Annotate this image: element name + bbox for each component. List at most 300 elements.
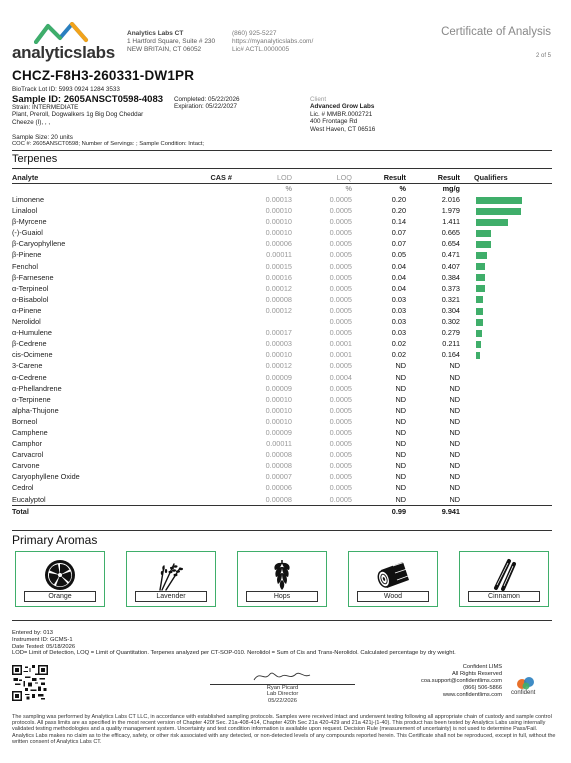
- cas-number: [172, 383, 232, 394]
- aromas-title: Primary Aromas: [12, 533, 98, 547]
- analyte-name: Eucalyptol: [12, 494, 46, 504]
- lod-value: 0.00009: [265, 372, 292, 382]
- page-number: 2 of 5: [535, 53, 551, 59]
- result-mg: ND: [449, 394, 460, 404]
- loq-value: 0.0005: [329, 195, 352, 204]
- cas-number: [172, 272, 232, 283]
- divider: [12, 620, 552, 621]
- hops-icon: [265, 558, 299, 592]
- loq-value: 0.0005: [329, 394, 352, 404]
- result-pct: 0.03: [391, 328, 406, 338]
- table-row: [12, 272, 552, 283]
- biotrack-lot-id: BioTrack Lot ID: 5993 0924 1284 3533: [12, 86, 120, 93]
- cas-number: [172, 249, 232, 260]
- result-pct: 0.02: [391, 339, 406, 349]
- unit-result-mg: mg/g: [442, 184, 460, 193]
- aroma-label: Hops: [246, 591, 318, 602]
- lod-value: 0.00009: [265, 427, 292, 437]
- client-license: Lic. # MMBR.0002721: [310, 110, 373, 118]
- analyte-name: 3-Carene: [12, 361, 43, 371]
- result-pct: 0.14: [391, 217, 406, 227]
- unit-result-pct: %: [399, 184, 406, 193]
- divider: [12, 150, 552, 151]
- analyte-name: cis-Ocimene: [12, 350, 53, 360]
- completed-date: Completed: 05/22/2026: [174, 96, 240, 103]
- table-row: [12, 427, 552, 438]
- col-result-pct: Result: [352, 173, 406, 184]
- table-row: [12, 394, 552, 405]
- result-mg: 0.304: [441, 305, 460, 315]
- divider: [12, 530, 552, 531]
- result-pct: ND: [395, 450, 406, 460]
- result-pct: 0.04: [391, 272, 406, 282]
- analyte-name: (-)-Guaiol: [12, 228, 43, 238]
- result-pct: 0.20: [391, 206, 406, 216]
- analyte-name: Carvacrol: [12, 450, 44, 460]
- result-pct: ND: [395, 427, 406, 437]
- qualifier-cell: [460, 194, 552, 205]
- cas-number: [172, 494, 232, 506]
- aroma-wood: [348, 551, 438, 607]
- table-header-row: [12, 173, 552, 184]
- result-mg: ND: [449, 450, 460, 460]
- loq-value: 0.0005: [329, 272, 352, 282]
- confident-website[interactable]: www.confidentlims.com: [442, 692, 502, 698]
- analyte-name: α-Pinene: [12, 305, 42, 315]
- client-address-1: 400 Frontage Rd: [310, 118, 358, 126]
- signature-image: [252, 668, 312, 684]
- result-mg: ND: [449, 416, 460, 426]
- col-cas: CAS #: [172, 173, 232, 184]
- table-row: [12, 460, 552, 471]
- lod-value: [232, 316, 292, 327]
- lod-value: 0.00010: [265, 416, 292, 426]
- sample-size: Sample Size: 20 units: [12, 134, 73, 141]
- qualifier-cell: [460, 471, 552, 482]
- signed-date: 05/22/2026: [267, 697, 297, 704]
- result-pct: ND: [395, 472, 406, 482]
- lod-value: 0.00010: [265, 217, 292, 227]
- qualifier-cell: [460, 416, 552, 427]
- result-pct: ND: [395, 494, 406, 504]
- col-result-mg: Result: [406, 173, 460, 184]
- footer-disclaimer: The sampling was performed by Analytics Labs CT LLC, in accordance with established sampling protocols. Samples were received intact and underwent testing following all appropriate chain of custody and sample control protocols. All pass limits are as specified in the most recent version of Chapter 420f Sec. 21a-408-414, Chapter 420h Sec 21a 420-429 and 21a 421j-(1-40). This product has been tested by Analytics Labs using internally validated testing methodologies and a quality management system. Uncertainty and test condition information is available upon request. Decision Rule (measurement of uncertainty) is not used to determine Pass/Fail. Analytics Labs makes no claim as to the efficacy, safety, or other risk associated with any detected, or non-detected levels of any compounds reported herein. This Certificate shall not be reproduced, except in full, without the written consent of Analytics Labs CT.: [12, 714, 556, 745]
- table-row: [12, 494, 552, 506]
- unit-loq: %: [345, 184, 352, 193]
- cas-number: [172, 261, 232, 272]
- cas-number: [172, 360, 232, 371]
- analyte-name: α-Terpineol: [12, 283, 49, 293]
- lod-value: 0.00010: [265, 350, 292, 360]
- loq-value: 0.0001: [329, 350, 352, 360]
- cas-number: [172, 227, 232, 238]
- confident-logo-icon: [516, 676, 536, 690]
- loq-value: 0.0005: [329, 317, 352, 327]
- qualifier-cell: [460, 238, 552, 249]
- lod-value: 0.00012: [265, 283, 292, 293]
- cinnamon-stick-icon: [487, 558, 521, 592]
- client-address-2: West Haven, CT 06516: [310, 125, 376, 133]
- loq-value: 0.0005: [329, 239, 352, 249]
- table-row: [12, 338, 552, 349]
- cas-number: [172, 460, 232, 471]
- result-pct: 0.05: [391, 250, 406, 260]
- table-row: [12, 249, 552, 260]
- terpenes-title: Terpenes: [12, 153, 58, 165]
- loq-value: 0.0005: [329, 305, 352, 315]
- table-row: [12, 261, 552, 272]
- qualifier-cell: [460, 294, 552, 305]
- total-label: Total: [12, 505, 172, 517]
- lod-value: 0.00006: [265, 483, 292, 493]
- result-bar: [476, 352, 480, 359]
- client-label: Client: [310, 96, 327, 103]
- loq-value: 0.0005: [329, 427, 352, 437]
- analyte-name: Carvone: [12, 461, 40, 471]
- qualifier-cell: [460, 338, 552, 349]
- orange-slice-icon: [43, 558, 77, 592]
- result-bar: [476, 263, 485, 270]
- result-mg: ND: [449, 405, 460, 415]
- analyte-name: α-Terpinene: [12, 394, 51, 404]
- result-mg: 0.665: [441, 228, 460, 238]
- qualifier-cell: [460, 327, 552, 338]
- result-mg: ND: [449, 361, 460, 371]
- loq-value: 0.0005: [329, 494, 352, 504]
- qualifier-cell: [460, 438, 552, 449]
- sample-code: CHCZ-F8H3-260331-DW1PR: [12, 68, 195, 83]
- client-name: Advanced Grow Labs: [310, 103, 375, 111]
- loq-value: 0.0005: [329, 361, 352, 371]
- table-row: [12, 360, 552, 371]
- loq-value: 0.0004: [329, 372, 352, 382]
- client-info: [310, 96, 375, 133]
- date-tested: Date Tested: 05/18/2026: [12, 643, 76, 650]
- cas-number: [172, 405, 232, 416]
- test-notes: [12, 630, 456, 657]
- lab-phone: (860) 925-5227: [232, 30, 277, 37]
- loq-value: 0.0005: [329, 472, 352, 482]
- strain: Strain: INTERMEDIATE: [12, 104, 79, 111]
- table-row: [12, 471, 552, 482]
- cas-number: [172, 205, 232, 216]
- table-row: [12, 327, 552, 338]
- qualifier-cell: [460, 349, 552, 360]
- cas-number: [172, 294, 232, 305]
- cas-number: [172, 338, 232, 349]
- cas-number: [172, 216, 232, 227]
- cas-number: [172, 394, 232, 405]
- lod-value: 0.00010: [265, 394, 292, 404]
- loq-value: 0.0005: [329, 328, 352, 338]
- result-bar: [476, 285, 485, 292]
- table-row: [12, 194, 552, 205]
- table-row: [12, 305, 552, 316]
- result-mg: ND: [449, 372, 460, 382]
- result-pct: 0.07: [391, 228, 406, 238]
- coc-info: COC #: 2605ANSCT0598; Number of Servings: ; Sample Condition: Intact;: [12, 141, 205, 147]
- logo-mark-icon: [34, 22, 94, 44]
- lab-website[interactable]: https://myanalyticslabs.com/: [232, 38, 314, 46]
- result-pct: 0.03: [391, 294, 406, 304]
- expiration-date: Expiration: 05/22/2027: [174, 103, 238, 111]
- result-pct: 0.07: [391, 239, 406, 249]
- lavender-icon: [154, 558, 188, 592]
- result-mg: ND: [449, 472, 460, 482]
- cas-number: [172, 416, 232, 427]
- qualifier-cell: [460, 372, 552, 383]
- signer-title: Lab Director: [266, 691, 299, 698]
- result-bar: [476, 219, 508, 226]
- signature-block: [210, 685, 355, 704]
- confident-line-2: All Rights Reserved: [452, 671, 502, 677]
- result-bar: [476, 330, 482, 337]
- lod-value: 0.00011: [266, 439, 292, 449]
- qualifier-cell: [460, 227, 552, 238]
- analyte-name: Limonene: [12, 195, 45, 204]
- qualifier-cell: [460, 383, 552, 394]
- lod-value: 0.00006: [265, 239, 292, 249]
- result-bar: [476, 341, 481, 348]
- analyte-name: α-Bisabolol: [12, 294, 49, 304]
- cas-number: [172, 327, 232, 338]
- loq-value: 0.0005: [329, 228, 352, 238]
- result-bar: [476, 230, 491, 237]
- qualifier-cell: [460, 494, 552, 506]
- lod-value: 0.00007: [265, 472, 292, 482]
- lod-value: 0.00016: [265, 272, 292, 282]
- table-row: [12, 405, 552, 416]
- loq-value: 0.0005: [329, 405, 352, 415]
- analyte-name: β-Farnesene: [12, 272, 54, 282]
- lod-value: 0.00003: [265, 339, 292, 349]
- qualifier-cell: [460, 216, 552, 227]
- sample-details: [12, 104, 143, 126]
- instrument-id: Instrument ID: GCMS-1: [12, 636, 73, 643]
- confident-logo-text: confident: [511, 690, 536, 696]
- analyte-name: Linalool: [12, 206, 38, 216]
- table-row: [12, 482, 552, 493]
- confident-line-1: Confident LIMS: [462, 664, 502, 670]
- qualifier-cell: [460, 283, 552, 294]
- total-mg: 9.941: [406, 505, 460, 517]
- result-pct: ND: [395, 405, 406, 415]
- loq-value: 0.0005: [329, 483, 352, 493]
- col-lod: LOD: [232, 173, 292, 184]
- lod-value: 0.00008: [265, 450, 292, 460]
- aroma-label: Orange: [24, 591, 96, 602]
- table-row: [12, 416, 552, 427]
- result-mg: ND: [449, 483, 460, 493]
- total-pct: 0.99: [352, 505, 406, 517]
- result-mg: ND: [449, 494, 460, 504]
- analyte-name: alpha-Thujone: [12, 405, 59, 415]
- cas-number: [172, 349, 232, 360]
- result-mg: 0.302: [441, 317, 460, 327]
- qualifier-cell: [460, 427, 552, 438]
- result-mg: 0.384: [441, 272, 460, 282]
- table-row: [12, 205, 552, 216]
- lod-legend: LOD= Limit of Detection, LOQ = Limit of Quantitation. Terpenes analyzed per CT-SOP-010. Nerolidol = Sum of Cis and Trans-Nerolidol. Calculated percentage by dry weight.: [12, 650, 456, 657]
- product: Plant, Preroll, Dogwalkers 1g Big Dog Cheddar: [12, 111, 144, 119]
- result-pct: 0.02: [391, 350, 406, 360]
- loq-value: 0.0005: [329, 261, 352, 271]
- lod-value: 0.00008: [265, 294, 292, 304]
- result-mg: 0.373: [441, 283, 460, 293]
- qr-code[interactable]: [12, 665, 48, 701]
- result-pct: 0.03: [391, 305, 406, 315]
- result-pct: 0.20: [391, 195, 406, 204]
- result-pct: ND: [395, 439, 406, 449]
- table-row: [12, 294, 552, 305]
- lod-value: 0.00008: [265, 494, 292, 504]
- analyte-name: Borneol: [12, 416, 38, 426]
- table-row: [12, 227, 552, 238]
- lod-value: 0.00010: [265, 228, 292, 238]
- result-pct: ND: [395, 483, 406, 493]
- cas-number: [172, 427, 232, 438]
- table-row: [12, 438, 552, 449]
- sample-dates: [174, 96, 239, 111]
- confident-email[interactable]: coa.support@confidentlims.com: [420, 678, 502, 684]
- cas-number: [172, 194, 232, 205]
- lod-value: 0.00017: [265, 328, 292, 338]
- table-row: [12, 349, 552, 360]
- analyte-name: Nerolidol: [12, 317, 41, 327]
- qualifier-cell: [460, 449, 552, 460]
- result-mg: 0.471: [441, 250, 460, 260]
- analyte-name: Cedrol: [12, 483, 34, 493]
- aroma-label: Lavender: [135, 591, 207, 602]
- qualifier-cell: [460, 460, 552, 471]
- lod-value: 0.00015: [265, 261, 292, 271]
- cas-number: [172, 372, 232, 383]
- aroma-label: Wood: [357, 591, 429, 602]
- loq-value: 0.0005: [329, 383, 352, 393]
- result-pct: ND: [395, 361, 406, 371]
- result-bar: [476, 197, 522, 204]
- lab-address-2: NEW BRITAIN, CT 06052: [127, 46, 202, 54]
- analyte-name: α-Humulene: [12, 328, 52, 338]
- cas-number: [172, 305, 232, 316]
- qualifier-cell: [460, 482, 552, 493]
- loq-value: 0.0005: [329, 294, 352, 304]
- lod-value: 0.00012: [265, 305, 292, 315]
- cas-number: [172, 471, 232, 482]
- table-units-row: [12, 184, 552, 195]
- result-mg: 1.411: [442, 217, 460, 227]
- result-pct: ND: [395, 383, 406, 393]
- analyte-name: Fenchol: [12, 261, 38, 271]
- analyte-name: Camphor: [12, 439, 43, 449]
- result-mg: 2.016: [441, 195, 460, 204]
- signer-name: Ryan Picard: [266, 685, 299, 691]
- loq-value: 0.0005: [329, 217, 352, 227]
- terpenes-table: [12, 173, 552, 517]
- result-bar: [476, 274, 485, 281]
- result-pct: ND: [395, 461, 406, 471]
- result-mg: 0.654: [441, 239, 460, 249]
- cas-number: [172, 449, 232, 460]
- result-mg: 1.979: [441, 206, 460, 216]
- cas-number: [172, 238, 232, 249]
- result-pct: ND: [395, 394, 406, 404]
- confident-phone: (866) 506-5866: [463, 685, 502, 691]
- col-qualifiers: Qualifiers: [460, 173, 552, 184]
- lod-value: 0.00013: [265, 195, 292, 204]
- loq-value: 0.0005: [329, 439, 352, 449]
- loq-value: 0.0005: [329, 450, 352, 460]
- result-mg: 0.407: [441, 261, 460, 271]
- qualifier-cell: [460, 394, 552, 405]
- qualifier-cell: [460, 249, 552, 260]
- cas-number: [172, 482, 232, 493]
- entered-by: Entered by: 013: [12, 630, 53, 636]
- lod-value: 0.00011: [266, 250, 292, 260]
- result-mg: 0.321: [441, 294, 460, 304]
- result-mg: ND: [449, 427, 460, 437]
- result-bar: [476, 308, 483, 315]
- qualifier-cell: [460, 360, 552, 371]
- loq-value: 0.0005: [329, 250, 352, 260]
- logo-wordmark: analyticslabs: [12, 43, 115, 62]
- col-loq: LOQ: [292, 173, 352, 184]
- loq-value: 0.0005: [329, 461, 352, 471]
- loq-value: 0.0005: [329, 283, 352, 293]
- qualifier-cell: [460, 305, 552, 316]
- table-row: [12, 316, 552, 327]
- analyte-name: α-Cedrene: [12, 372, 47, 382]
- product-line-2: Cheeze (I), , ,: [12, 118, 51, 126]
- aroma-lavender: [126, 551, 216, 607]
- result-bar: [476, 241, 491, 248]
- lab-license: Lic# ACTL.0000005: [232, 46, 290, 54]
- result-pct: ND: [395, 372, 406, 382]
- lab-address-1: 1 Hartford Square, Suite # 230: [127, 38, 216, 46]
- wood-log-icon: [373, 558, 413, 592]
- result-mg: ND: [449, 439, 460, 449]
- lod-value: 0.00008: [265, 461, 292, 471]
- table-row: [12, 383, 552, 394]
- result-bar: [476, 252, 487, 259]
- sample-id: Sample ID: 2605ANSCT0598-4083: [12, 94, 164, 105]
- lab-info: [127, 30, 215, 55]
- qualifier-cell: [460, 205, 552, 216]
- aroma-orange: [15, 551, 105, 607]
- result-mg: ND: [449, 383, 460, 393]
- qualifier-cell: [460, 272, 552, 283]
- loq-value: 0.0001: [329, 339, 352, 349]
- cas-number: [172, 283, 232, 294]
- total-row: [12, 505, 552, 517]
- loq-value: 0.0005: [329, 206, 352, 216]
- lod-value: 0.00009: [265, 383, 292, 393]
- table-row: [12, 238, 552, 249]
- result-mg: 0.279: [441, 328, 460, 338]
- qualifier-cell: [460, 405, 552, 416]
- lod-value: 0.00010: [265, 206, 292, 216]
- result-pct: ND: [395, 416, 406, 426]
- result-mg: 0.211: [442, 339, 460, 349]
- unit-lod: %: [285, 184, 292, 193]
- analyte-name: Camphene: [12, 427, 48, 437]
- analyte-name: β-Cedrene: [12, 339, 47, 349]
- qualifier-cell: [460, 261, 552, 272]
- analyte-name: β-Myrcene: [12, 217, 47, 227]
- lod-value: 0.00010: [265, 405, 292, 415]
- result-pct: 0.03: [391, 317, 406, 327]
- loq-value: 0.0005: [329, 416, 352, 426]
